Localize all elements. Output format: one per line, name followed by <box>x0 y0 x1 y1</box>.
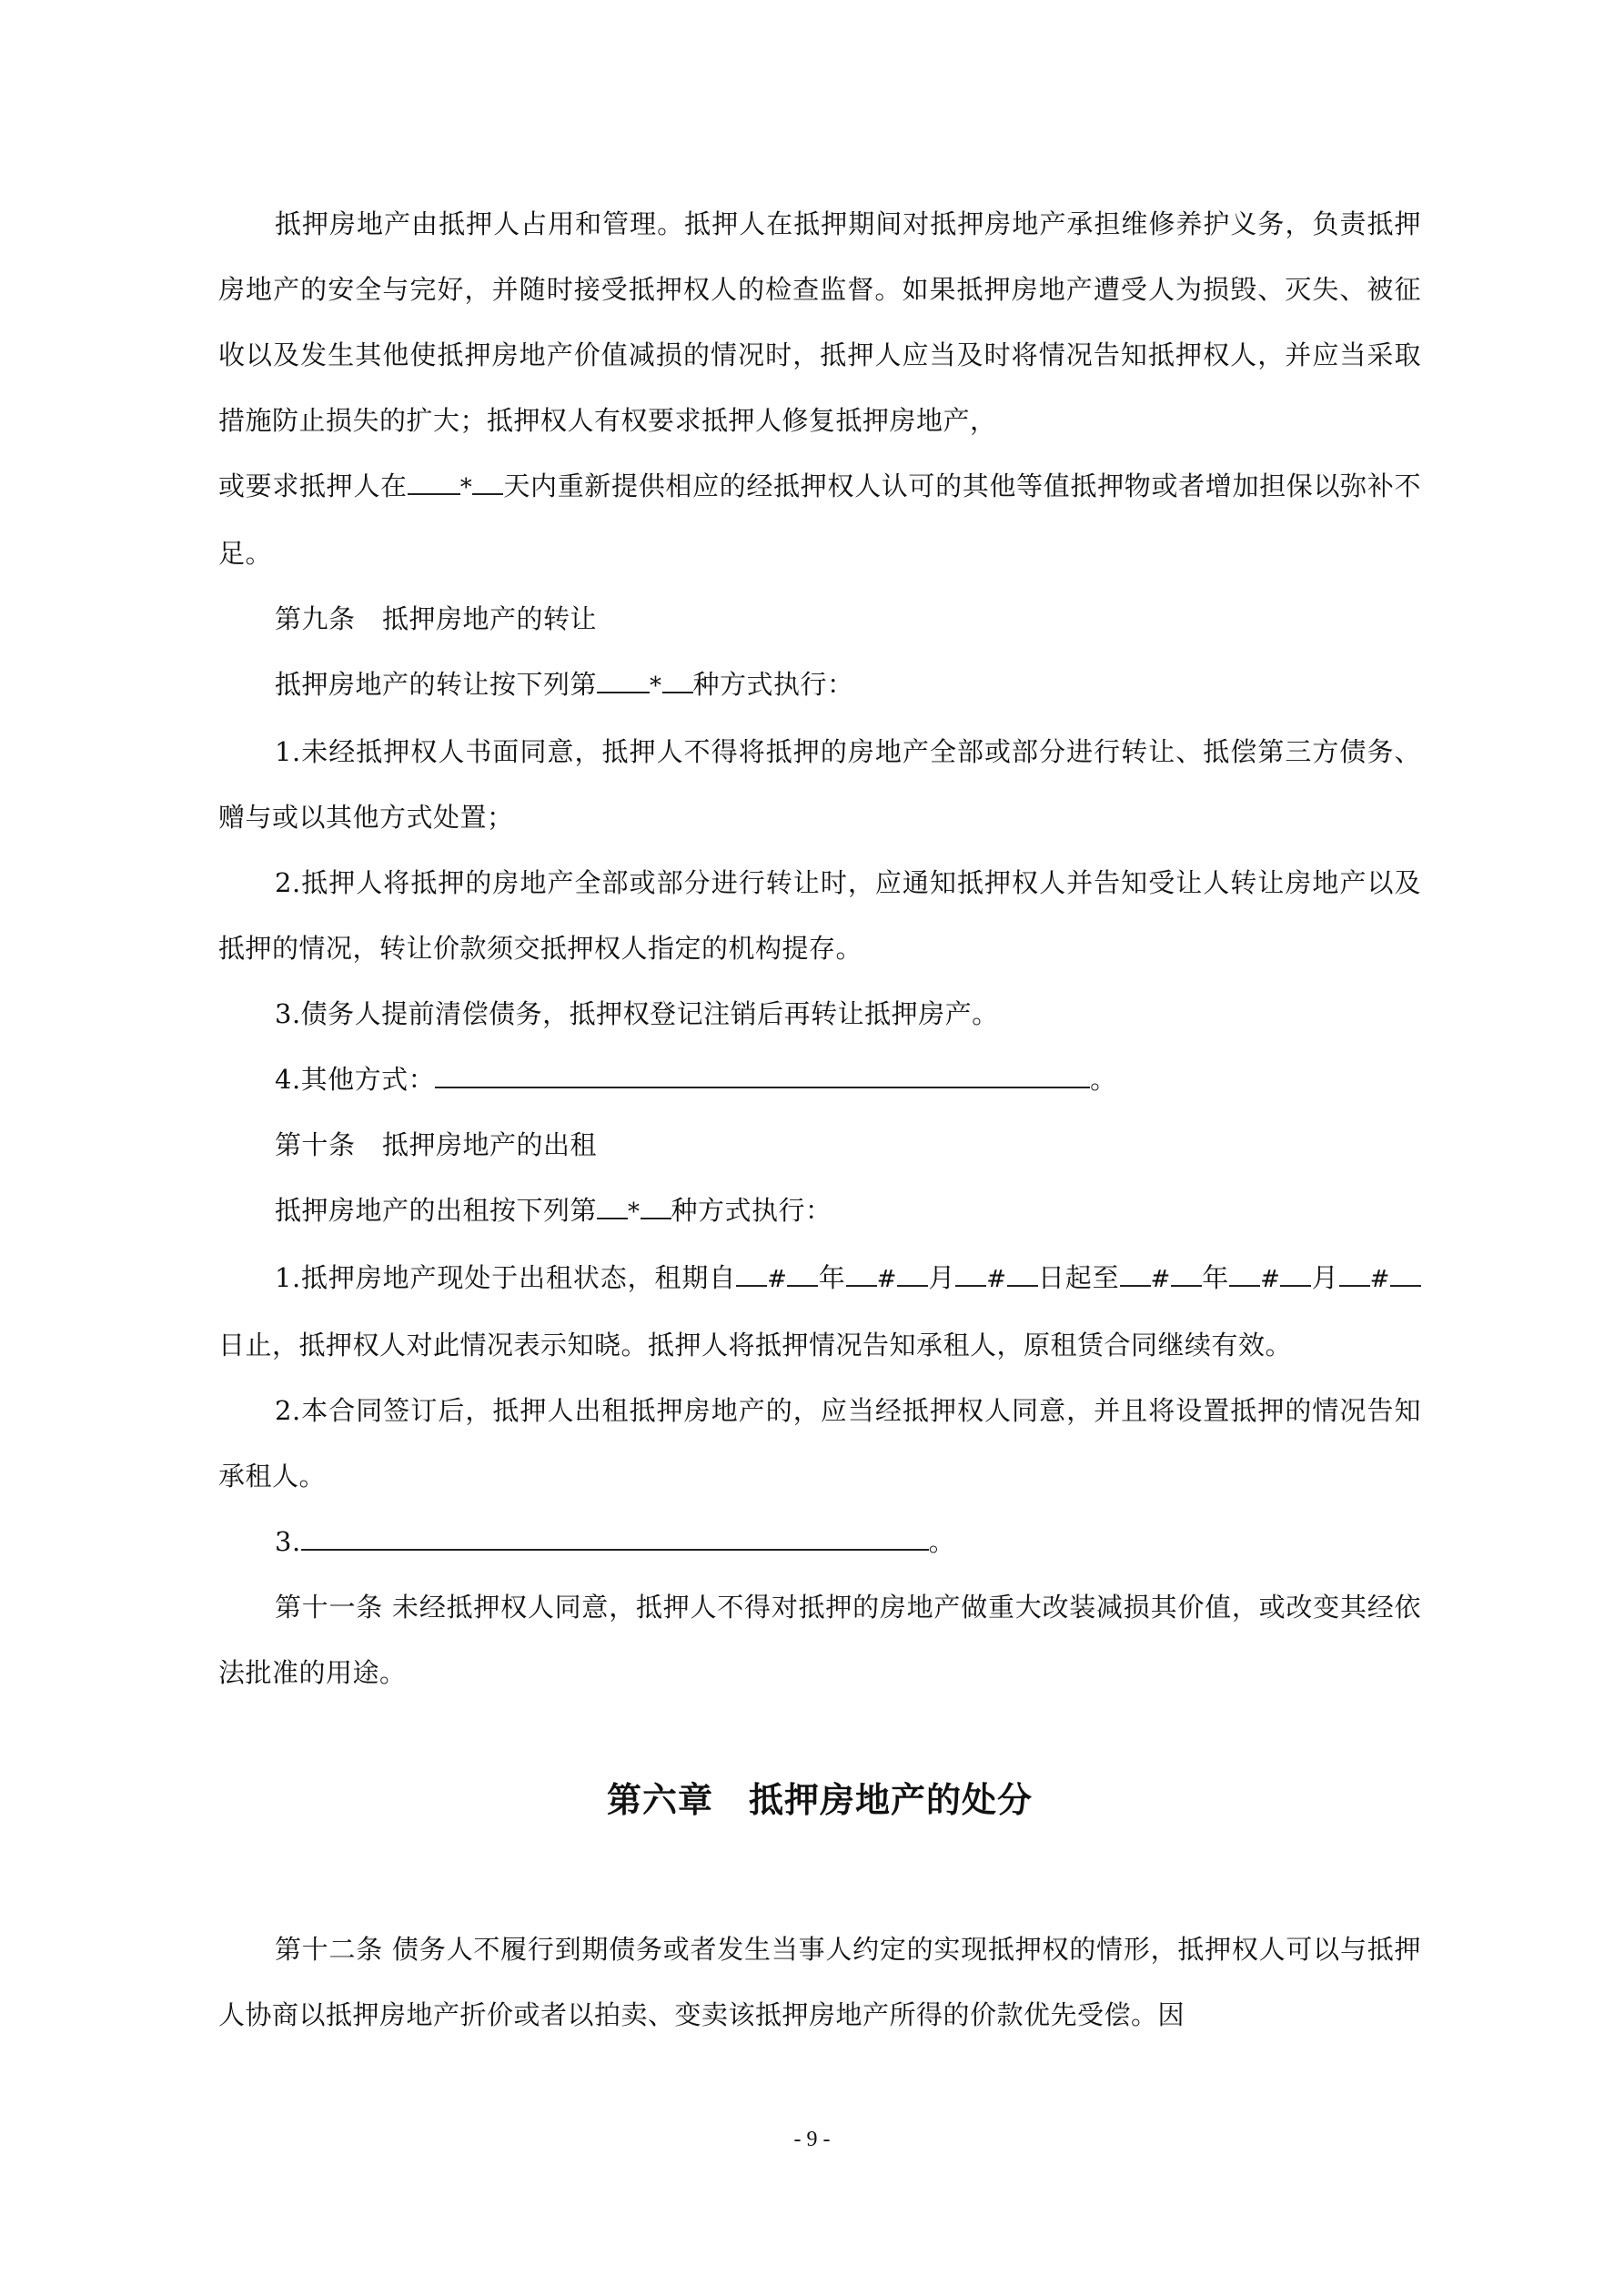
article-9-title: 第九条 抵押房地产的转让 <box>275 603 598 634</box>
page-number: - 9 - <box>793 2128 831 2151</box>
blank-field <box>1339 1258 1370 1287</box>
article-9-item-4 <box>218 1047 1421 1112</box>
article-10-title: 第十条 抵押房地产的出租 <box>275 1129 598 1160</box>
text-fragment: 1.抵押房地产现处于出租状态，租期自 <box>275 1262 737 1293</box>
blank-mark: * <box>459 474 473 501</box>
article-11: 第十一条 未经抵押权人同意，抵押人不得对抵押的房地产做重大改装减损其价值，或改变其经依法批准的用途。 <box>218 1592 1421 1688</box>
text-fragment: 月 <box>927 1262 956 1293</box>
blank-mark: # <box>767 1266 788 1293</box>
text-fragment: 。 <box>928 1526 956 1557</box>
blank-field <box>597 664 650 693</box>
text-fragment: 日起至 <box>1037 1262 1120 1293</box>
blank-field <box>787 1258 818 1287</box>
blank-field <box>472 466 503 495</box>
article-10-intro <box>218 1178 1421 1245</box>
blank-mark: # <box>876 1266 897 1293</box>
text-fragment: 。 <box>1090 1064 1117 1095</box>
paragraph-mortgage-supplement <box>218 453 1421 586</box>
text-fragment: 年 <box>818 1262 846 1293</box>
blank-field <box>1171 1258 1202 1287</box>
text-fragment: 3. <box>275 1526 301 1557</box>
blank-mark: # <box>1150 1266 1171 1293</box>
paragraph-mortgage-management: 抵押房地产由抵押人占用和管理。抵押人在抵押期间对抵押房地产承担维修养护义务，负责抵押房地产的安全与完好，并随时接受抵押权人的检查监督。如果抵押房地产遭受人为损毁、灭失、被征收以及发生其他使抵押房地产价值减损的情况时，抵押人应当及时将情况告知抵押权人，并应当采取措施防止损失的扩大；抵押权人有权要求抵押人修复抵押房地产， <box>218 208 1421 436</box>
text-fragment: 或要求抵押人在 <box>218 470 408 501</box>
blank-field <box>897 1258 928 1287</box>
article-10-item-3 <box>218 1509 1421 1574</box>
text-fragment: 天内重新提供相应的经抵押权人认可的其他等值抵押物或者增加担保以弥补不足。 <box>218 470 1421 569</box>
blank-field <box>662 664 693 693</box>
blank-mark: # <box>986 1266 1007 1293</box>
blank-field <box>408 466 460 495</box>
blank-mark: * <box>628 1199 641 1226</box>
blank-mark: # <box>1260 1266 1281 1293</box>
blank-field <box>1120 1258 1151 1287</box>
spacer <box>218 1833 1421 1917</box>
text-fragment: 4.其他方式： <box>275 1064 436 1095</box>
text-fragment: 种方式执行： <box>692 669 854 700</box>
text-fragment: 日止，抵押权人对此情况表示知晓。抵押人将抵押情况告知承租人，原租赁合同继续有效。 <box>218 1330 1293 1360</box>
blank-field <box>955 1258 986 1287</box>
chapter-6-title: 第六章 抵押房地产的处分 <box>606 1779 1033 1820</box>
blank-field <box>641 1190 671 1219</box>
text-fragment: 种方式执行： <box>671 1195 832 1226</box>
blank-field <box>597 1190 628 1219</box>
article-9-item-1: 1.未经抵押权人书面同意，抵押人不得将抵押的房地产全部或部分进行转让、抵偿第三方债务、赠与或以其他方式处置； <box>218 736 1421 833</box>
text-fragment: 抵押房地产的出租按下列第 <box>275 1195 598 1226</box>
document-page <box>218 191 1421 2048</box>
article-9-item-2: 2.抵押人将抵押的房地产全部或部分进行转让时，应通知抵押权人并告知受让人转让房地产以及抵押的情况，转让价款须交抵押权人指定的机构提存。 <box>218 867 1421 964</box>
text-fragment: 月 <box>1311 1262 1339 1293</box>
text-fragment: 年 <box>1201 1262 1230 1293</box>
blank-mark: # <box>1369 1266 1390 1293</box>
article-9-intro <box>218 652 1421 719</box>
blank-field <box>1390 1258 1421 1287</box>
blank-field <box>846 1258 877 1287</box>
article-12: 第十二条 债务人不履行到期债务或者发生当事人约定的实现抵押权的情形，抵押权人可以与抵押人协商以抵押房地产折价或者以拍卖、变卖该抵押房地产所得的价款优先受偿。因 <box>218 1934 1421 2030</box>
text-fragment: 抵押房地产的转让按下列第 <box>275 669 598 700</box>
blank-field <box>736 1258 767 1287</box>
article-10-item-1 <box>218 1245 1421 1378</box>
blank-field <box>435 1059 1090 1088</box>
blank-field <box>1007 1258 1038 1287</box>
article-10-item-2: 2.本合同签订后，抵押人出租抵押房地产的，应当经抵押权人同意，并且将设置抵押的情况告知承租人。 <box>218 1395 1421 1492</box>
blank-field <box>1280 1258 1311 1287</box>
blank-mark: * <box>650 673 662 700</box>
blank-field <box>301 1522 929 1551</box>
article-9-item-3: 3.债务人提前清偿债务，抵押权登记注销后再转让抵押房产。 <box>275 998 999 1029</box>
blank-field <box>1229 1258 1260 1287</box>
